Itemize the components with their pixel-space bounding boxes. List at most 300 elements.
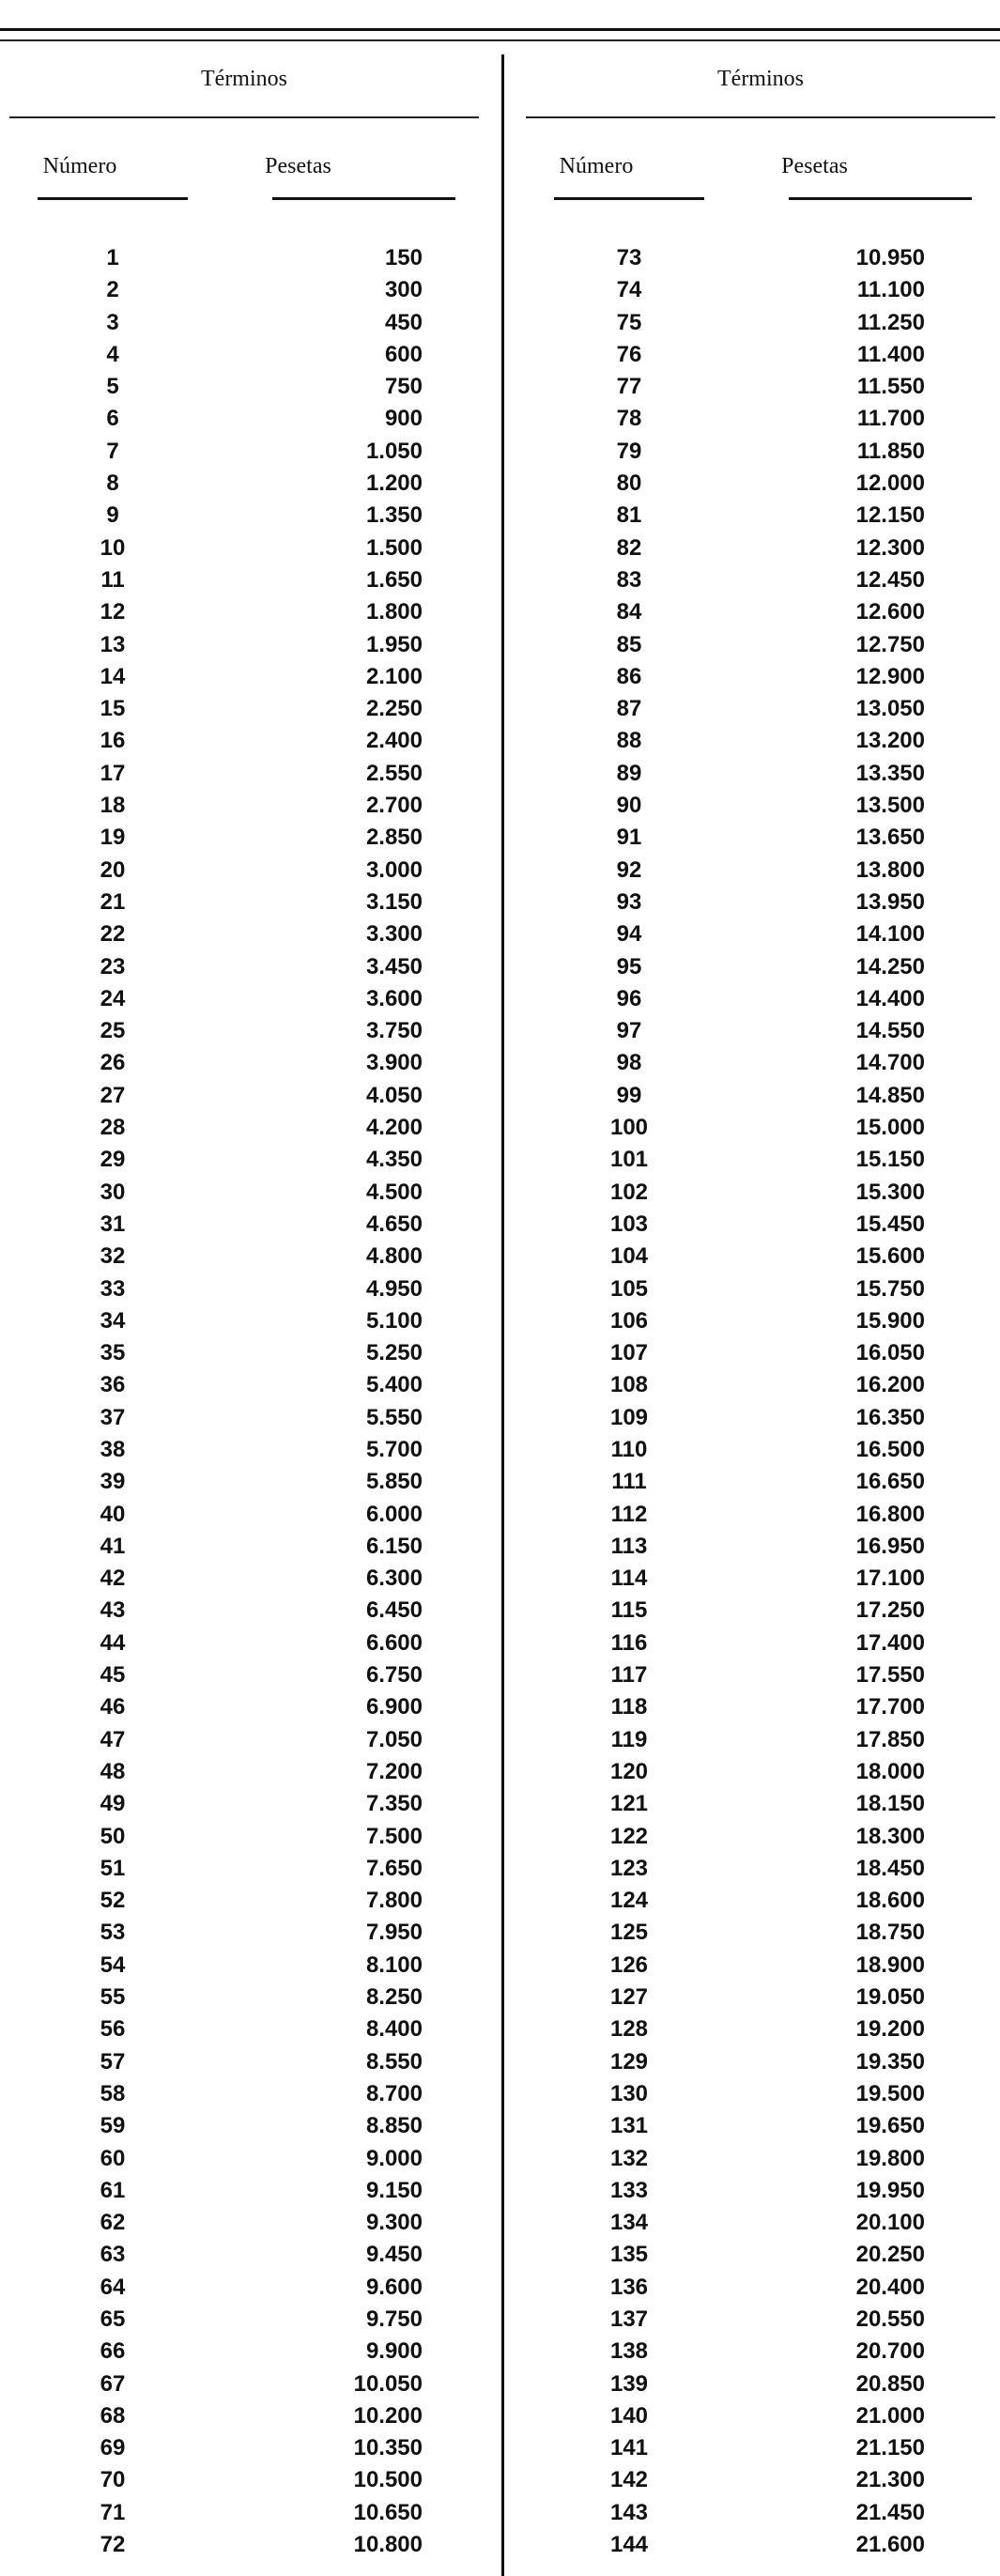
row-pesetas: 6.450 <box>365 1597 423 1624</box>
row-number: 81 <box>616 502 642 529</box>
table-row <box>526 2110 995 2142</box>
table-row <box>526 983 995 1015</box>
row-pesetas: 16.500 <box>855 1436 925 1462</box>
row-pesetas: 11.100 <box>856 277 925 303</box>
table-row <box>9 1112 479 1144</box>
row-number: 76 <box>616 341 642 367</box>
row-pesetas: 2.850 <box>365 825 423 851</box>
row-pesetas: 900 <box>384 406 423 432</box>
row-pesetas: 19.800 <box>855 2145 925 2171</box>
table-row <box>526 2143 995 2175</box>
row-number: 41 <box>100 1533 126 1559</box>
row-number: 5 <box>106 374 119 400</box>
row-number: 123 <box>609 1855 649 1881</box>
row-number: 113 <box>610 1533 648 1559</box>
row-number: 86 <box>616 663 642 689</box>
row-pesetas: 13.650 <box>855 825 925 851</box>
row-pesetas: 19.500 <box>855 2080 925 2106</box>
table-row <box>9 1273 479 1305</box>
row-pesetas: 17.850 <box>855 1726 925 1752</box>
row-number: 53 <box>100 1920 126 1946</box>
row-pesetas: 3.000 <box>365 856 423 883</box>
left-column-headers <box>9 118 479 203</box>
table-row <box>9 1047 479 1079</box>
row-number: 65 <box>100 2306 126 2332</box>
table-row <box>9 2529 479 2561</box>
table-row <box>526 2207 995 2239</box>
row-pesetas: 1.350 <box>365 502 423 529</box>
right-terminos-heading: Términos <box>717 67 804 91</box>
table-row <box>526 2078 995 2110</box>
row-pesetas: 12.600 <box>855 599 925 625</box>
table-row <box>526 1885 995 1917</box>
row-pesetas: 11.700 <box>856 406 925 432</box>
row-number: 118 <box>610 1694 648 1720</box>
row-pesetas: 17.100 <box>855 1566 925 1592</box>
row-number: 87 <box>616 696 642 722</box>
table-row <box>9 1821 479 1853</box>
row-pesetas: 16.650 <box>855 1469 925 1495</box>
row-pesetas: 300 <box>384 277 423 303</box>
row-number: 125 <box>609 1920 649 1946</box>
row-number: 50 <box>100 1823 126 1849</box>
table-row <box>9 274 479 306</box>
row-number: 14 <box>100 663 126 689</box>
row-pesetas: 2.100 <box>365 663 423 689</box>
table-row <box>526 564 995 596</box>
row-number: 22 <box>100 921 126 948</box>
left-numero-rule <box>38 197 188 200</box>
table-row <box>526 2432 995 2464</box>
row-number: 31 <box>100 1211 126 1237</box>
row-pesetas: 11.850 <box>856 438 925 464</box>
table-row <box>9 500 479 532</box>
row-number: 124 <box>609 1888 649 1914</box>
row-pesetas: 8.850 <box>365 2113 423 2139</box>
row-pesetas: 1.050 <box>365 438 423 464</box>
row-number: 45 <box>100 1662 126 1689</box>
row-pesetas: 15.600 <box>855 1243 925 1270</box>
row-pesetas: 18.150 <box>855 1791 925 1817</box>
row-pesetas: 150 <box>384 245 423 270</box>
table-row <box>526 1047 995 1079</box>
table-row <box>526 2400 995 2432</box>
table-row <box>9 1531 479 1563</box>
row-number: 29 <box>100 1147 126 1173</box>
row-number: 42 <box>100 1566 126 1592</box>
table-row <box>9 1917 479 1949</box>
row-number: 3 <box>106 309 119 335</box>
table-row <box>526 1402 995 1434</box>
row-number: 49 <box>100 1791 126 1817</box>
row-number: 115 <box>610 1597 648 1624</box>
table-row <box>9 918 479 950</box>
row-pesetas: 14.550 <box>855 1018 925 1044</box>
row-pesetas: 4.500 <box>365 1179 423 1205</box>
table-row <box>526 1144 995 1176</box>
row-number: 79 <box>616 438 642 464</box>
row-pesetas: 11.550 <box>856 374 925 400</box>
row-number: 141 <box>609 2435 649 2461</box>
row-number: 101 <box>609 1147 649 1173</box>
row-number: 9 <box>106 502 119 529</box>
table-row <box>9 2046 479 2078</box>
row-pesetas: 15.900 <box>855 1307 925 1334</box>
table-row <box>526 307 995 339</box>
row-number: 48 <box>100 1758 126 1784</box>
table-row <box>526 1982 995 2013</box>
table-row <box>526 1627 995 1659</box>
table-row <box>9 1337 479 1369</box>
table-row <box>526 2336 995 2368</box>
row-number: 85 <box>616 631 642 657</box>
row-pesetas: 9.300 <box>365 2210 423 2236</box>
row-number: 44 <box>100 1629 126 1656</box>
row-pesetas: 10.950 <box>855 245 925 270</box>
row-pesetas: 7.050 <box>365 1726 423 1752</box>
table-row <box>9 2464 479 2496</box>
table-row <box>9 468 479 500</box>
row-number: 70 <box>100 2467 126 2493</box>
table-row <box>526 1369 995 1401</box>
row-number: 75 <box>616 309 642 335</box>
row-pesetas: 16.350 <box>855 1404 925 1430</box>
row-pesetas: 10.500 <box>353 2467 423 2493</box>
row-number: 143 <box>609 2499 649 2525</box>
table-row <box>526 1209 995 1241</box>
row-number: 8 <box>106 470 119 497</box>
row-pesetas: 19.350 <box>855 2048 925 2075</box>
row-number: 95 <box>616 953 642 979</box>
table-row <box>9 2400 479 2432</box>
table-row <box>9 1434 479 1466</box>
row-pesetas: 14.700 <box>855 1050 925 1076</box>
row-pesetas: 9.450 <box>365 2242 423 2268</box>
row-pesetas: 15.300 <box>855 1179 925 1205</box>
table-row <box>526 468 995 500</box>
row-number: 128 <box>609 2016 649 2043</box>
row-pesetas: 20.400 <box>855 2274 925 2300</box>
table-row <box>526 1917 995 1949</box>
row-number: 68 <box>100 2402 126 2429</box>
table-row <box>526 951 995 983</box>
row-pesetas: 17.550 <box>855 1662 925 1689</box>
row-number: 33 <box>100 1275 126 1302</box>
row-pesetas: 15.450 <box>855 1211 925 1237</box>
row-number: 140 <box>609 2402 649 2429</box>
row-pesetas: 5.100 <box>365 1307 423 1334</box>
table-row <box>9 2304 479 2336</box>
row-number: 111 <box>611 1469 647 1495</box>
table-row <box>9 2175 479 2207</box>
table-row <box>9 887 479 918</box>
table-row <box>9 1691 479 1723</box>
row-pesetas: 20.850 <box>855 2370 925 2397</box>
row-number: 61 <box>100 2177 126 2203</box>
table-row <box>526 403 995 435</box>
row-pesetas: 19.650 <box>855 2113 925 2139</box>
row-number: 88 <box>616 728 642 754</box>
table-row <box>526 436 995 468</box>
row-pesetas: 2.400 <box>365 728 423 754</box>
row-pesetas: 9.900 <box>365 2338 423 2365</box>
row-pesetas: 8.250 <box>365 1984 423 2011</box>
row-pesetas: 9.150 <box>365 2177 423 2203</box>
table-row <box>9 1177 479 1209</box>
row-pesetas: 12.750 <box>855 631 925 657</box>
row-number: 15 <box>100 696 126 722</box>
row-number: 114 <box>610 1566 648 1592</box>
row-number: 38 <box>100 1436 126 1462</box>
row-pesetas: 19.200 <box>855 2016 925 2043</box>
row-number: 136 <box>609 2274 649 2300</box>
left-pesetas-header: Pesetas <box>265 154 331 178</box>
row-pesetas: 3.450 <box>365 953 423 979</box>
table-row <box>9 1241 479 1273</box>
table-row <box>9 242 479 274</box>
row-number: 98 <box>616 1050 642 1076</box>
row-number: 84 <box>616 599 642 625</box>
row-number: 142 <box>609 2467 649 2493</box>
table-row <box>526 1691 995 1723</box>
table-row <box>9 661 479 693</box>
row-number: 109 <box>609 1404 649 1430</box>
row-pesetas: 3.600 <box>365 985 423 1011</box>
table-row <box>9 2143 479 2175</box>
table-row <box>9 1305 479 1337</box>
row-number: 80 <box>616 470 642 497</box>
row-pesetas: 5.850 <box>365 1469 423 1495</box>
row-pesetas: 14.250 <box>855 953 925 979</box>
table-row <box>9 564 479 596</box>
right-rows <box>526 242 995 2561</box>
row-number: 121 <box>609 1791 649 1817</box>
table-row <box>9 1209 479 1241</box>
row-number: 54 <box>100 1951 126 1978</box>
row-number: 66 <box>100 2338 126 2365</box>
table-row <box>526 1466 995 1498</box>
row-number: 122 <box>609 1823 649 1849</box>
row-pesetas: 18.000 <box>855 1758 925 1784</box>
row-pesetas: 3.300 <box>365 921 423 948</box>
table-row <box>9 1080 479 1112</box>
row-number: 60 <box>100 2145 126 2171</box>
row-number: 39 <box>100 1469 126 1495</box>
table-row <box>9 596 479 628</box>
row-number: 16 <box>100 728 126 754</box>
table-row <box>9 2078 479 2110</box>
row-number: 100 <box>609 1115 649 1141</box>
row-number: 37 <box>100 1404 126 1430</box>
table-row <box>9 2013 479 2045</box>
table-row <box>9 1466 479 1498</box>
table-row <box>526 1080 995 1112</box>
row-number: 10 <box>100 534 126 561</box>
row-number: 92 <box>616 856 642 883</box>
table-row <box>526 693 995 725</box>
row-pesetas: 8.400 <box>365 2016 423 2043</box>
right-numero-header: Número <box>559 154 634 178</box>
table-row <box>9 855 479 887</box>
row-pesetas: 21.450 <box>855 2499 925 2525</box>
table-row <box>526 2239 995 2271</box>
row-number: 120 <box>609 1758 649 1784</box>
left-table-half <box>9 54 479 2561</box>
table-row <box>526 1112 995 1144</box>
table-row <box>9 629 479 661</box>
row-pesetas: 2.250 <box>365 696 423 722</box>
row-pesetas: 13.950 <box>855 888 925 915</box>
table-row <box>526 1015 995 1047</box>
table-row <box>526 855 995 887</box>
row-number: 94 <box>616 921 642 948</box>
row-number: 12 <box>100 599 126 625</box>
row-pesetas: 600 <box>384 341 423 367</box>
row-number: 56 <box>100 2016 126 2043</box>
table-row <box>9 1853 479 1885</box>
row-pesetas: 21.000 <box>855 2402 925 2429</box>
row-pesetas: 7.350 <box>365 1791 423 1817</box>
table-row <box>9 1369 479 1401</box>
row-pesetas: 4.350 <box>365 1147 423 1173</box>
table-row <box>526 1821 995 1853</box>
table-row <box>9 1788 479 1820</box>
row-number: 51 <box>100 1855 126 1881</box>
row-pesetas: 18.450 <box>855 1855 925 1881</box>
row-pesetas: 14.400 <box>855 985 925 1011</box>
table-row <box>526 1177 995 1209</box>
table-row <box>9 2110 479 2142</box>
row-pesetas: 10.200 <box>353 2402 423 2429</box>
row-number: 126 <box>609 1951 649 1978</box>
table-row <box>526 822 995 854</box>
row-number: 27 <box>100 1082 126 1108</box>
row-number: 91 <box>616 825 642 851</box>
table-row <box>9 693 479 725</box>
table-row <box>9 725 479 757</box>
table-row <box>9 1982 479 2013</box>
row-number: 69 <box>100 2435 126 2461</box>
row-pesetas: 11.400 <box>856 341 925 367</box>
row-number: 144 <box>609 2532 649 2558</box>
table-row <box>9 436 479 468</box>
row-pesetas: 5.550 <box>365 1404 423 1430</box>
row-number: 26 <box>100 1050 126 1076</box>
table-row <box>526 1724 995 1756</box>
row-number: 11 <box>100 566 125 593</box>
row-number: 83 <box>616 566 642 593</box>
row-number: 110 <box>610 1436 648 1462</box>
row-number: 99 <box>616 1082 642 1108</box>
row-pesetas: 13.500 <box>855 793 925 819</box>
row-pesetas: 3.750 <box>365 1018 423 1044</box>
table-row <box>9 1499 479 1531</box>
table-row <box>9 822 479 854</box>
table-row <box>9 403 479 435</box>
row-pesetas: 10.350 <box>353 2435 423 2461</box>
table-row <box>526 2368 995 2400</box>
table-row <box>526 1273 995 1305</box>
row-pesetas: 13.050 <box>855 696 925 722</box>
row-number: 21 <box>100 888 126 915</box>
table-row <box>526 1563 995 1595</box>
right-column-headers <box>526 118 995 203</box>
table-row <box>9 1402 479 1434</box>
row-number: 24 <box>100 985 126 1011</box>
row-number: 130 <box>609 2080 649 2106</box>
row-pesetas: 5.400 <box>365 1372 423 1398</box>
row-number: 90 <box>616 793 642 819</box>
row-pesetas: 1.950 <box>365 631 423 657</box>
table-row <box>9 1627 479 1659</box>
row-number: 18 <box>100 793 126 819</box>
row-pesetas: 9.750 <box>365 2306 423 2332</box>
table-row <box>526 918 995 950</box>
row-number: 2 <box>106 277 119 303</box>
row-number: 133 <box>609 2177 649 2203</box>
row-pesetas: 20.100 <box>855 2210 925 2236</box>
row-pesetas: 18.300 <box>855 1823 925 1849</box>
row-pesetas: 13.350 <box>855 760 925 786</box>
table-row <box>9 2207 479 2239</box>
row-number: 138 <box>609 2338 649 2365</box>
row-pesetas: 4.050 <box>365 1082 423 1108</box>
row-pesetas: 15.150 <box>855 1147 925 1173</box>
row-number: 59 <box>100 2113 126 2139</box>
row-number: 36 <box>100 1372 126 1398</box>
table-row <box>526 2013 995 2045</box>
row-number: 104 <box>609 1243 649 1270</box>
table-row <box>526 242 995 274</box>
row-pesetas: 16.950 <box>855 1533 925 1559</box>
table-row <box>9 2336 479 2368</box>
row-pesetas: 14.100 <box>855 921 925 948</box>
row-pesetas: 19.950 <box>855 2177 925 2203</box>
row-pesetas: 5.700 <box>365 1436 423 1462</box>
row-pesetas: 1.800 <box>365 599 423 625</box>
row-pesetas: 6.600 <box>365 1629 423 1656</box>
left-rows <box>9 242 479 2561</box>
row-pesetas: 20.700 <box>855 2338 925 2365</box>
table-row <box>526 758 995 790</box>
row-pesetas: 16.200 <box>855 1372 925 1398</box>
row-pesetas: 6.900 <box>365 1694 423 1720</box>
row-pesetas: 7.950 <box>365 1920 423 1946</box>
row-pesetas: 8.700 <box>365 2080 423 2106</box>
row-number: 82 <box>616 534 642 561</box>
table-row <box>526 596 995 628</box>
table-row <box>9 1563 479 1595</box>
row-pesetas: 7.650 <box>365 1855 423 1881</box>
row-pesetas: 7.500 <box>365 1823 423 1849</box>
row-pesetas: 6.300 <box>365 1566 423 1592</box>
row-pesetas: 9.000 <box>365 2145 423 2171</box>
table-row <box>526 339 995 371</box>
row-number: 7 <box>106 438 119 464</box>
table-row <box>526 1853 995 1885</box>
table-row <box>9 951 479 983</box>
table-row <box>526 500 995 532</box>
row-pesetas: 3.150 <box>365 888 423 915</box>
row-pesetas: 3.900 <box>365 1050 423 1076</box>
row-pesetas: 1.200 <box>365 470 423 497</box>
row-pesetas: 6.000 <box>365 1501 423 1527</box>
row-number: 73 <box>616 245 642 270</box>
table-row <box>9 1144 479 1176</box>
table-row <box>526 274 995 306</box>
row-number: 4 <box>106 341 119 367</box>
row-number: 103 <box>609 1211 649 1237</box>
